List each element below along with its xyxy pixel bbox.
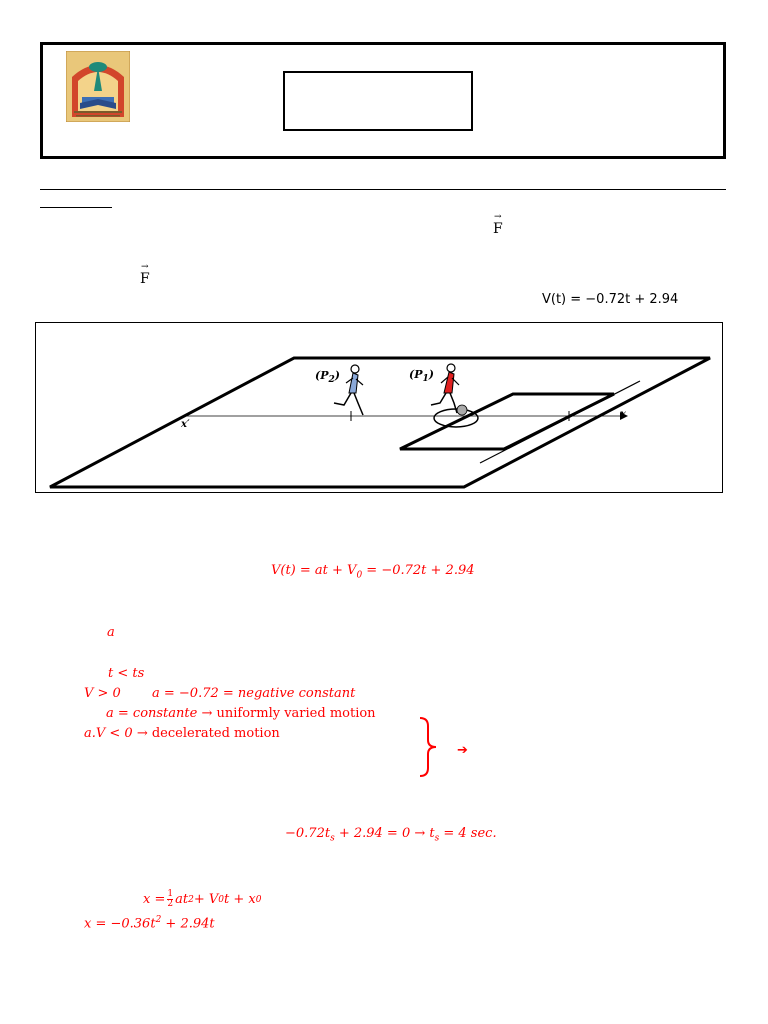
title-box: [283, 71, 473, 131]
institution-logo: [66, 51, 130, 122]
stop-time-equation: $-0.72t_s + 2.94 = 0 \to t_s = 4$ sec.: [285, 826, 497, 844]
label-p1: $(P_1)$: [409, 368, 434, 385]
heading-underline: [40, 207, 112, 208]
player-p1-icon: [431, 364, 459, 413]
position-final-equation: $x = -0.36t^2 + 2.94t$: [84, 915, 215, 932]
given-velocity-equation: V(t) = −0.72t + 2.94: [542, 292, 679, 307]
acceleration-symbol: a: [107, 625, 115, 640]
institution-crest-icon: [66, 51, 130, 122]
vector-arrow-icon: →: [494, 212, 502, 222]
label-p2: $(P_2)$: [315, 369, 340, 386]
acceleration-value: a = −0.72 = negative constant: [152, 686, 356, 701]
force-symbol: F: [493, 221, 503, 237]
velocity-positive: V > 0: [84, 686, 121, 701]
decelerated-condition: a.V < 0 → decelerated motion: [84, 726, 280, 741]
field-figure: [35, 322, 723, 493]
velocity-general-equation: V(t) = at + $V_0 = -0.72t + 2.94$: [271, 563, 475, 581]
label-x: x: [620, 409, 626, 420]
force-vector-2: [140, 262, 150, 287]
acceleration-constant: a = constante → uniformly varied motion: [106, 706, 376, 721]
force-vector-1: [493, 212, 503, 237]
time-condition: t < ts: [108, 666, 145, 681]
arrow-right-icon: ➔: [457, 743, 468, 758]
force-symbol: F: [140, 271, 150, 287]
curly-brace-icon: [418, 716, 440, 782]
section-divider: [40, 189, 726, 190]
ball-icon: [457, 405, 467, 415]
fraction-one-half: $\frac{1}{2}$: [167, 889, 174, 909]
position-general-equation: x = $\frac{1}{2}$ at 2 + V 0 t + x 0: [143, 889, 262, 909]
field-outline: [50, 358, 710, 487]
label-x-prime: x′: [181, 419, 190, 430]
box-area-outline: [400, 394, 614, 449]
vector-arrow-icon: →: [141, 262, 149, 272]
